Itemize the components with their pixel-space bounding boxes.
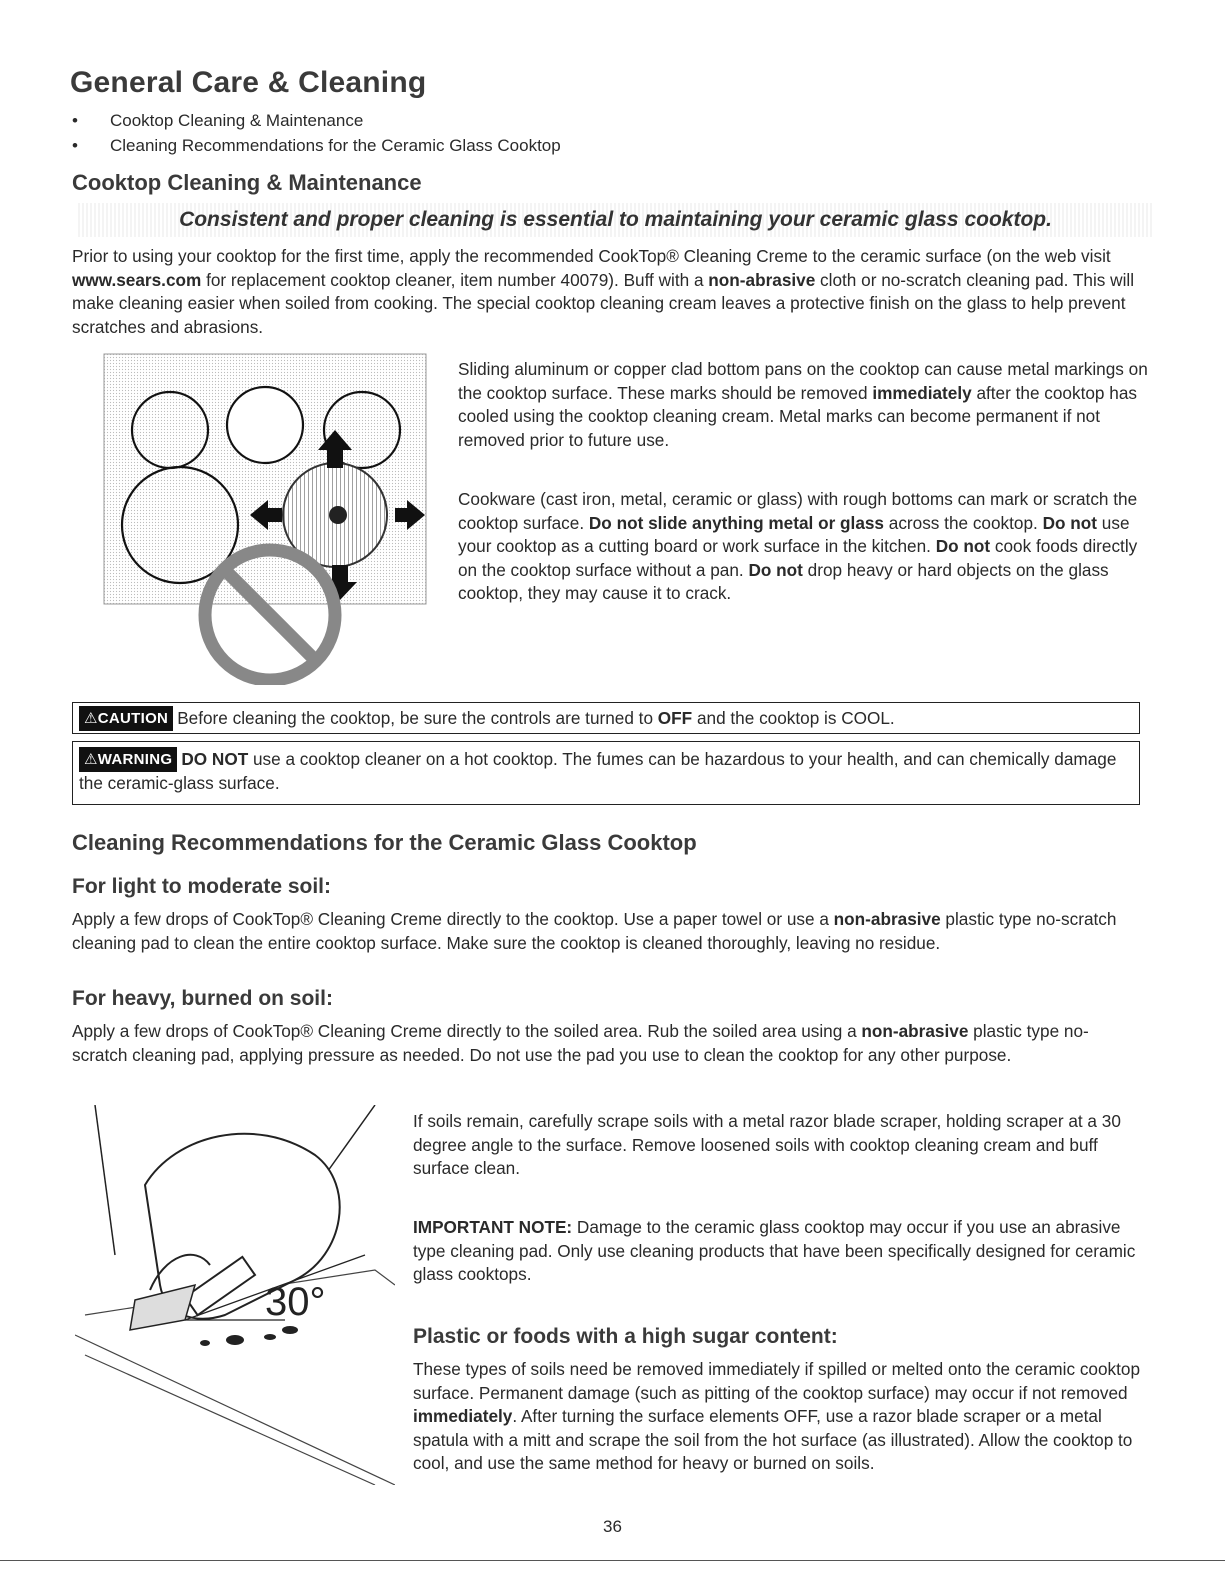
warning-badge: ⚠WARNING	[79, 747, 177, 772]
angle-label: 30°	[265, 1280, 326, 1324]
emphasis-text: OFF	[657, 708, 693, 728]
emphasis-text: DO NOT	[181, 749, 249, 769]
toc-item-label: Cleaning Recommendations for the Ceramic Glass Cooktop	[110, 136, 561, 155]
section-toc	[72, 108, 561, 158]
text-run: for replacement cooktop cleaner, item number 40079). Buff with a	[201, 269, 709, 290]
heavy-soil-paragraph	[72, 1020, 1142, 1067]
toc-item	[72, 108, 561, 133]
text-run: Damage to the ceramic glass cooktop may occur if you use an abrasive type cleaning pad. Only use cleaning products that have been specifically designed for ceramic glass cooktops.	[413, 1217, 1136, 1285]
emphasis-text: IMPORTANT NOTE:	[413, 1217, 573, 1237]
text-run: These types of soils need be removed immediately if spilled or melted onto the ceramic cooktop surface. Permanent damage (such as pitting of the cooktop surface) may occur if not removed	[413, 1359, 1141, 1403]
metal-marks-paragraph	[458, 358, 1148, 452]
emphasis-text: Do not	[935, 536, 991, 557]
text-run: . After turning the surface elements OFF, use a razor blade scraper or a metal spatula with a mitt and scrape the soil from the hot surface (as illustrated). Allow the cooktop to cool, and use the same method for heavy or burned on soils.	[413, 1406, 1133, 1474]
warning-box	[72, 741, 1140, 805]
intro-paragraph	[72, 245, 1142, 339]
important-note-paragraph	[413, 1216, 1148, 1287]
toc-item-label: Cooktop Cleaning & Maintenance	[110, 111, 364, 130]
emphasis-text: immediately	[413, 1406, 513, 1427]
bullet-icon: •	[72, 111, 78, 130]
pan-center	[329, 506, 347, 524]
cookware-paragraph	[458, 488, 1148, 606]
page-number: 36	[603, 1517, 622, 1536]
burner-ring	[227, 387, 303, 463]
text-run: after the cooktop has cooled using the cooktop cleaning cream. Metal marks can become permanent if not removed prior to future use.	[458, 382, 1137, 450]
cooktop-no-slide-illustration	[100, 350, 430, 685]
text-run: Before cleaning the cooktop, be sure the controls are turned to	[177, 708, 658, 728]
caution-box	[72, 702, 1140, 734]
caution-label: CAUTION	[97, 710, 169, 727]
text-run: plastic type no-scratch cleaning pad to clean the entire cooktop surface. Make sure the cooktop is cleaned thoroughly, leaving no residue.	[72, 909, 1117, 953]
emphasis-text: non-abrasive	[861, 1021, 969, 1041]
emphasis-text: Do not slide anything metal or glass	[588, 512, 884, 533]
text-run: Apply a few drops of CookTop® Cleaning Creme directly to the soiled area. Rub the soiled area using a	[72, 1021, 862, 1041]
text-run: use a cooktop cleaner on a hot cooktop. The fumes can be hazardous to your health, and can chemically damage the ceramic-glass surface.	[79, 749, 1117, 793]
bullet-icon: •	[72, 136, 78, 155]
scraper-illustration	[75, 1105, 395, 1485]
emphasis-text: non-abrasive	[833, 909, 941, 929]
emphasis-text: Do not	[748, 559, 803, 580]
caution-badge: ⚠CAUTION	[79, 706, 173, 731]
text-run: Prior to using your cooktop for the first time, apply the recommended CookTop® Cleaning Creme to the ceramic surface (on the web visit	[72, 246, 1111, 266]
subheading-light-soil: For light to moderate soil:	[72, 875, 332, 898]
light-soil-paragraph	[72, 908, 1142, 955]
text-run: Apply a few drops of CookTop® Cleaning Creme directly to the cooktop. Use a paper towel or use a	[72, 909, 834, 929]
text-run: use your cooktop as a cutting board or work surface in the kitchen.	[458, 512, 1130, 557]
subheading-heavy-soil: For heavy, burned on soil:	[72, 987, 333, 1010]
plastic-sugar-paragraph	[413, 1358, 1148, 1476]
text-run: cloth or no-scratch cleaning pad. This will make cleaning easier when soiled from cooking. The special cooktop cleaning cream leaves a protective finish on the glass to help prevent scratches and abrasions.	[72, 269, 1135, 337]
subheading-plastic-sugar: Plastic or foods with a high sugar content:	[413, 1325, 838, 1348]
emphasis-text: non-abrasive	[708, 269, 816, 290]
bottom-rule	[0, 1560, 1225, 1561]
section-heading-cooktop-cleaning: Cooktop Cleaning & Maintenance	[72, 170, 422, 195]
text-run: drop heavy or hard objects on the glass cooktop, they may cause it to crack.	[458, 559, 1109, 604]
text-run: and the cooktop is COOL.	[692, 708, 895, 728]
scraper-paragraph: If soils remain, carefully scrape soils with a metal razor blade scraper, holding scraper at a 30 degree angle to the surface. Remove loosened soils with cooktop cleaning cream and buff surface clean.	[413, 1111, 1121, 1179]
text-run: cook foods directly on the cooktop surface without a pan.	[458, 536, 1138, 580]
emphasis-text: Do not	[1042, 512, 1098, 533]
text-run: Cookware (cast iron, metal, ceramic or glass) with rough bottoms can mark or scratch the cooktop surface.	[458, 489, 1138, 533]
text-run: plastic type no-scratch cleaning pad, applying pressure as needed. Do not use the pad you use to clean the cooktop for any other purpose.	[72, 1021, 1089, 1065]
text-run: across the cooktop.	[884, 512, 1043, 533]
toc-item	[72, 133, 561, 158]
emphasis-text: immediately	[872, 382, 972, 403]
warning-label: WARNING	[97, 751, 173, 768]
emphasis-banner: Consistent and proper cleaning is essential to maintaining your ceramic glass cooktop.	[78, 203, 1153, 237]
text-run: Sliding aluminum or copper clad bottom pans on the cooktop can cause metal markings on the cooktop surface. These marks should be removed	[458, 359, 1148, 403]
website-link[interactable]: www.sears.com	[72, 269, 202, 290]
section-heading-cleaning-recommendations: Cleaning Recommendations for the Ceramic Glass Cooktop	[72, 830, 697, 855]
page-title: General Care & Cleaning	[70, 66, 427, 99]
